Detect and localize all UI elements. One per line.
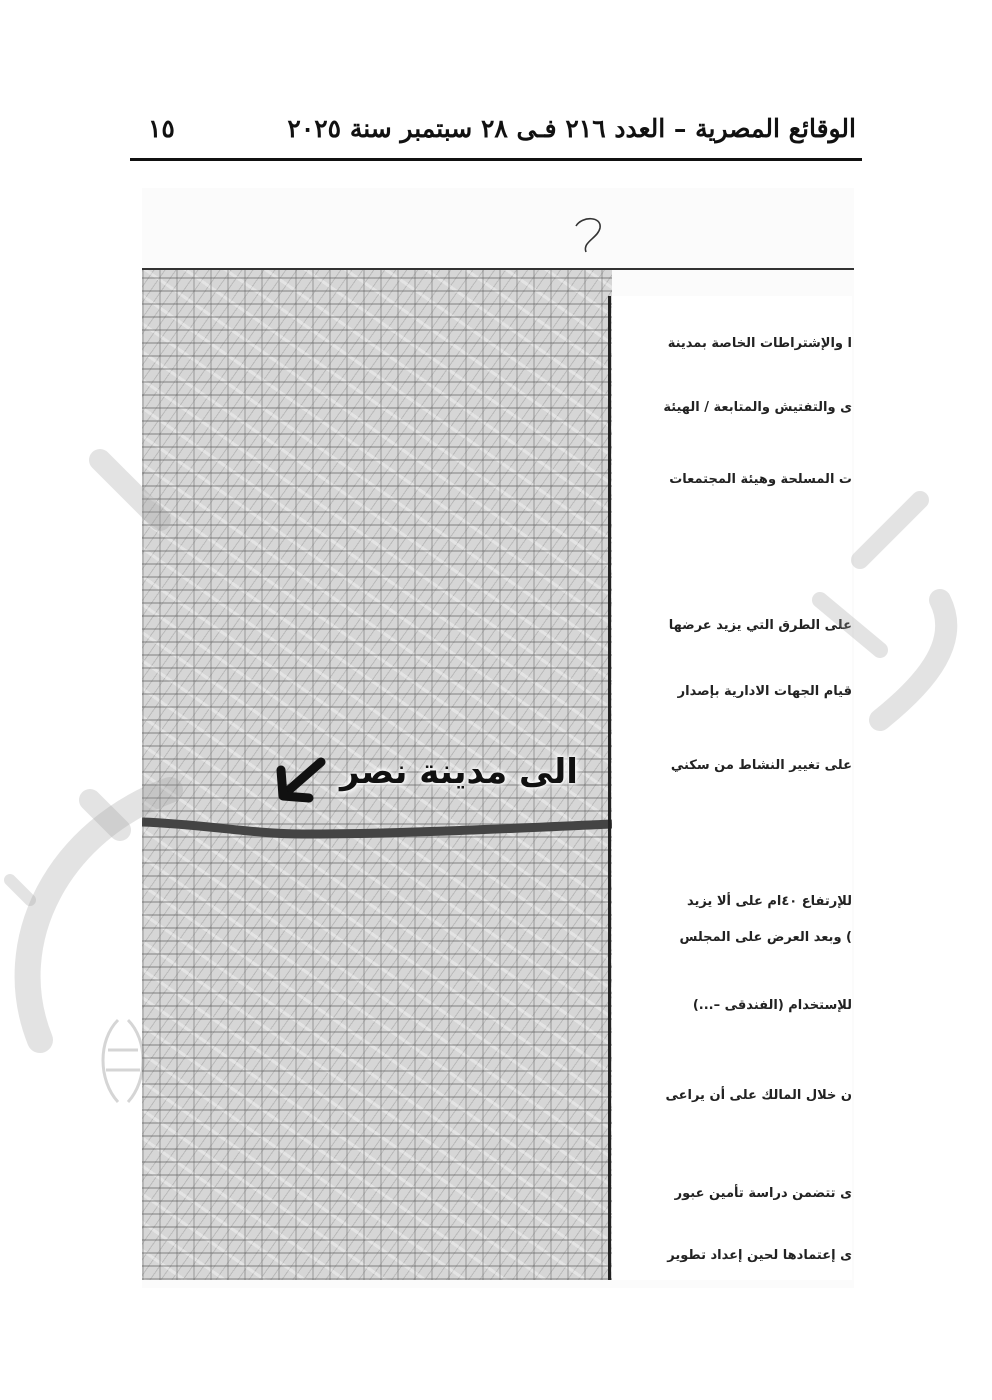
text-line: على تغيير النشاط من سكني (670, 758, 852, 773)
page-number: ١٥ (148, 114, 175, 143)
handwritten-mark (572, 212, 612, 256)
text-line: ت المسلحة وهيئة المجتمعات (669, 472, 852, 487)
text-line: ن خلال المالك على أن يراعى (665, 1088, 852, 1103)
emblem-icon (88, 1010, 158, 1110)
text-line: للإستخدام (الفندقى –...) (692, 998, 852, 1013)
main-road (142, 814, 612, 840)
text-line: للإرتفاع ٤٠ام على ألا يزيد (686, 894, 852, 909)
gazette-title: الوقائع المصرية – العدد ٢١٦ فـى ٢٨ سبتمبر سنة ٢٠٢٥ (287, 114, 856, 143)
map-border (608, 296, 611, 1280)
map-label-nasr-city: الى مدينة نصر (340, 752, 578, 792)
arrow-down-left-icon (275, 756, 327, 804)
text-line: ى تتضمن دراسة تأمين عبور (674, 1186, 852, 1201)
text-line: ى إعتمادها لحين إعداد تطوير (667, 1248, 852, 1263)
text-line: ) وبعد العرض على المجلس (679, 930, 852, 945)
text-panel (612, 296, 852, 1280)
text-line: قيام الجهات الادارية بإصدار (677, 684, 852, 699)
text-line: ى والتفتيش والمتابعة / الهيئة (663, 400, 852, 415)
text-line: على الطرق التي يزيد عرضها (668, 618, 852, 633)
text-line: ا والإشتراطات الخاصة بمدينة (667, 336, 852, 351)
page-header (130, 110, 862, 161)
